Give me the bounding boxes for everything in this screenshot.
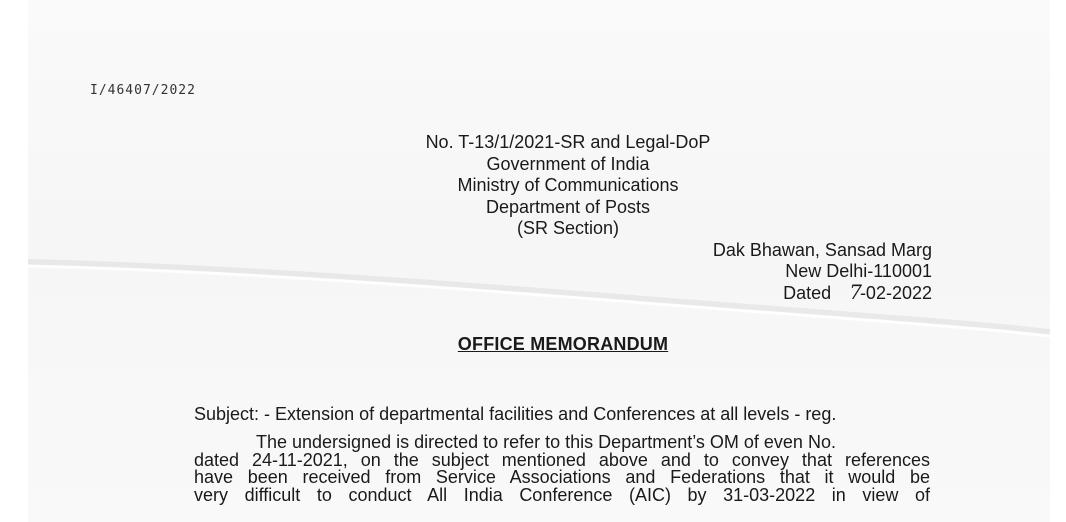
body-paragraph	[194, 434, 930, 504]
body-line: have been received from Service Associations and Federations that it would be	[194, 467, 930, 487]
scan-margin-right	[1050, 0, 1066, 522]
file-number: No. T-13/1/2021-SR and Legal-DoP	[425, 132, 711, 152]
address-line-2: New Delhi-110001	[785, 261, 932, 281]
subject-line: Subject: - Extension of departmental facilities and Conferences at all levels - reg.	[194, 404, 837, 424]
address-line-1: Dak Bhawan, Sansad Marg	[712, 240, 932, 260]
scan-margin-left	[0, 0, 28, 522]
body-line: dated 24-11-2021, on the subject mentioned above and to convey that references	[194, 449, 930, 470]
memo-title: OFFICE MEMORANDUM	[457, 334, 669, 354]
dated-month-year: -02-2022	[859, 283, 932, 303]
reference-stamp: I/46407/2022	[90, 83, 196, 98]
letterhead	[380, 132, 756, 240]
handwritten-day: 7	[849, 280, 862, 304]
ministry-line: Ministry of Communications	[457, 175, 679, 195]
government-line: Government of India	[486, 153, 650, 174]
dated-label: Dated	[783, 283, 832, 303]
body-line: The undersigned is directed to refer to this Department’s OM of even No.	[256, 432, 836, 452]
department-line: Department of Posts	[485, 196, 651, 217]
section-line: (SR Section)	[516, 218, 620, 238]
body-line: very difficult to conduct All India Conference (AIC) by 31-03-2022 in view of	[194, 484, 930, 505]
address-block	[640, 240, 932, 304]
dated-line	[640, 282, 932, 304]
